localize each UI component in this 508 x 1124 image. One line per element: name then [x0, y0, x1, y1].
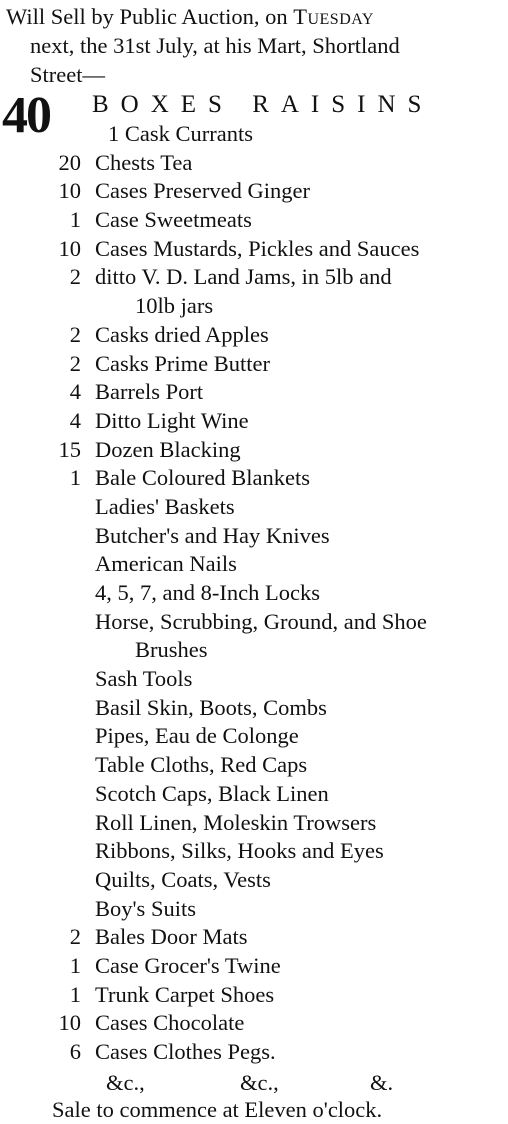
item-quantity: 15 [58, 436, 81, 462]
item-text: Casks dried Apples [95, 321, 269, 347]
list-item [0, 895, 508, 924]
item-text: Cases Clothes Pegs. [95, 1039, 276, 1065]
list-item [0, 550, 508, 579]
etc-2: &c., [240, 1070, 279, 1095]
intro-line-3: Street— [30, 62, 105, 87]
item-description [95, 837, 384, 866]
item-continuation: 10lb jars [135, 293, 214, 319]
item-description [95, 436, 241, 465]
item-description [108, 120, 253, 149]
list-item [0, 981, 508, 1010]
list-item [0, 149, 508, 178]
item-text: 4, 5, 7, and 8-Inch Locks [95, 580, 320, 606]
item-text: Sash Tools [95, 666, 193, 692]
list-item [0, 321, 508, 350]
list-item [0, 407, 508, 436]
list-item [0, 866, 508, 895]
item-quantity: 10 [58, 235, 81, 261]
item-description [95, 206, 252, 235]
item-quantity: 1 [69, 981, 81, 1007]
list-item [0, 694, 508, 723]
item-quantity: 1 [69, 207, 81, 233]
item-text: Boy's Suits [95, 895, 196, 921]
item-description [95, 981, 274, 1010]
list-item [0, 177, 508, 206]
etc-line [0, 1068, 508, 1098]
item-text: Horse, Scrubbing, Ground, and Shoe [95, 608, 427, 634]
item-quantity: 2 [69, 264, 81, 290]
item-text: Ribbons, Silks, Hooks and Eyes [95, 838, 384, 864]
list-item [0, 952, 508, 981]
item-text: Case Sweetmeats [95, 207, 252, 233]
list-item [0, 1038, 508, 1067]
list-item [0, 780, 508, 809]
item-text: 1 Cask Currants [108, 121, 253, 146]
item-quantity: 2 [69, 321, 81, 347]
item-text: Bale Coloured Blankets [95, 465, 310, 491]
list-item [0, 120, 508, 149]
item-text: Quilts, Coats, Vests [95, 866, 271, 892]
item-text: Dozen Blacking [95, 436, 241, 462]
item-quantity: 1 [69, 952, 81, 978]
item-description [95, 722, 299, 751]
item-description [95, 923, 247, 952]
item-description [95, 809, 376, 838]
item-description [95, 378, 203, 407]
item-description [95, 665, 192, 694]
item-description [95, 350, 270, 379]
list-item [0, 378, 508, 407]
item-description [95, 1038, 276, 1067]
item-description [95, 149, 192, 178]
item-description [95, 464, 310, 493]
closing-line: Sale to commence at Eleven o'clock. [52, 1097, 383, 1122]
list-item [0, 493, 508, 522]
item-text: ditto V. D. Land Jams, in 5lb and [95, 264, 392, 290]
item-text: Ladies' Baskets [95, 493, 235, 519]
item-quantity: 10 [58, 1010, 81, 1036]
list-item [0, 608, 508, 665]
item-text: Casks Prime Butter [95, 350, 270, 376]
item-text: Barrels Port [95, 379, 204, 405]
list-item [0, 1009, 508, 1038]
item-quantity: 6 [69, 1039, 81, 1065]
intro-line-1-text: Will Sell by Public Auction, on [6, 4, 294, 29]
intro-day: Tuesday [293, 4, 374, 29]
item-description [95, 321, 269, 350]
item-text: Basil Skin, Boots, Combs [95, 694, 327, 720]
list-item [0, 809, 508, 838]
item-description [95, 895, 196, 924]
item-continuation: Brushes [135, 637, 208, 663]
item-description [95, 177, 310, 206]
item-text: Chests Tea [95, 149, 193, 175]
list-item [0, 722, 508, 751]
list-item [0, 665, 508, 694]
item-description [95, 1009, 244, 1038]
list-item [0, 579, 508, 608]
list-item [0, 464, 508, 493]
item-quantity: 1 [69, 465, 81, 491]
item-description [95, 522, 330, 551]
item-quantity: 2 [69, 350, 81, 376]
item-list [0, 120, 508, 1067]
lead-quantity: 40 [2, 87, 50, 144]
etc-1: &c., [106, 1070, 145, 1095]
item-quantity: 4 [69, 407, 81, 433]
item-description [95, 694, 327, 723]
list-item [0, 522, 508, 551]
item-quantity: 20 [58, 149, 81, 175]
item-description [95, 952, 281, 981]
item-description [95, 263, 392, 320]
item-quantity: 2 [69, 924, 81, 950]
item-description [95, 866, 271, 895]
lead-item: BOXES RAISINS [92, 91, 434, 118]
item-description [95, 235, 419, 264]
list-item [0, 837, 508, 866]
list-item [0, 923, 508, 952]
etc-3: &. [370, 1070, 394, 1095]
list-item [0, 206, 508, 235]
item-text: Scotch Caps, Black Linen [95, 780, 329, 806]
item-text: Ditto Light Wine [95, 407, 249, 433]
list-item [0, 350, 508, 379]
item-description [95, 751, 307, 780]
item-description [95, 608, 427, 665]
item-description [95, 579, 320, 608]
item-text: Cases Preserved Ginger [95, 178, 310, 204]
list-item [0, 751, 508, 780]
item-text: Trunk Carpet Shoes [95, 981, 275, 1007]
item-text: Roll Linen, Moleskin Trowsers [95, 809, 377, 835]
item-text: Pipes, Eau de Colonge [95, 723, 299, 749]
intro-line-2: next, the 31st July, at his Mart, Shortland [30, 33, 400, 58]
item-description [95, 407, 249, 436]
item-description [95, 493, 235, 522]
item-text: Case Grocer's Twine [95, 952, 281, 978]
item-quantity: 4 [69, 379, 81, 405]
intro-paragraph [6, 2, 504, 89]
item-text: Table Cloths, Red Caps [95, 752, 308, 778]
list-item [0, 235, 508, 264]
item-quantity: 10 [58, 178, 81, 204]
intro-line-1 [6, 2, 504, 31]
item-text: Cases Chocolate [95, 1010, 245, 1036]
item-text: Cases Mustards, Pickles and Sauces [95, 235, 420, 261]
item-text: Butcher's and Hay Knives [95, 522, 330, 548]
list-item [0, 436, 508, 465]
item-description [95, 550, 237, 579]
item-description [95, 780, 329, 809]
item-text: Bales Door Mats [95, 924, 248, 950]
list-item [0, 263, 508, 320]
item-text: American Nails [95, 551, 237, 577]
